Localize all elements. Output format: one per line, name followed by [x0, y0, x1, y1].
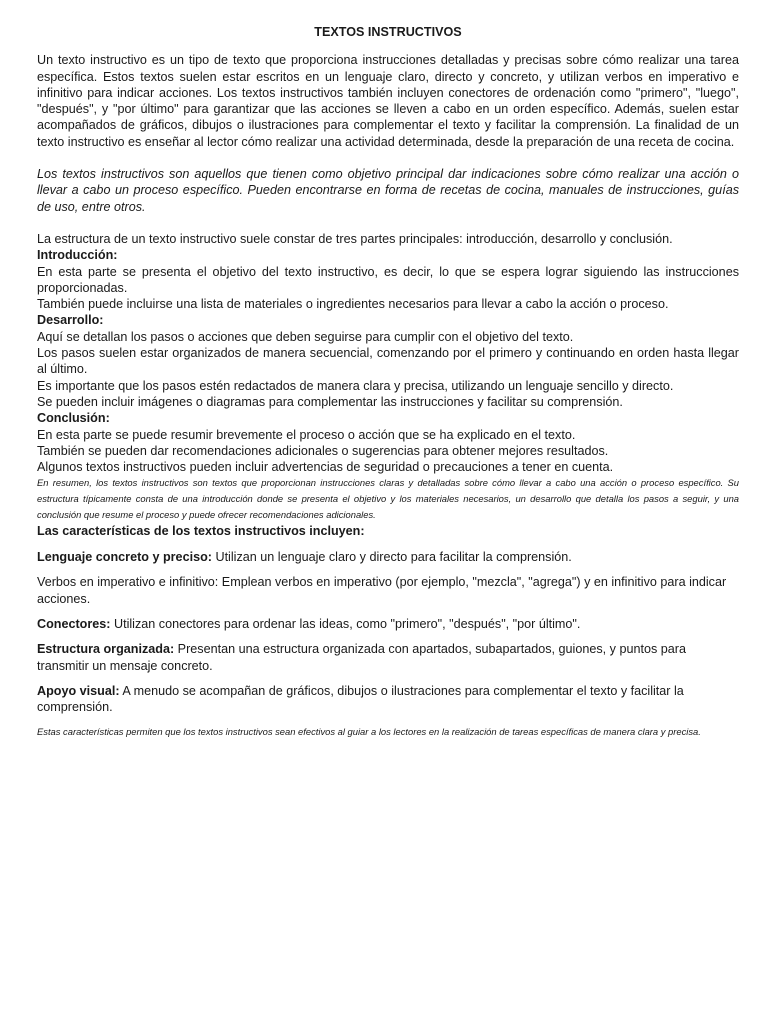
italic-definition-paragraph: Los textos instructivos son aquellos que tienen como objetivo principal dar indicaciones sobre cómo realizar una acción o llevar a cabo un proceso específico. Pueden encontrarse en forma de recetas de cocina, manuales de instrucciones, guías de uso, entre otros. [37, 167, 739, 214]
section-heading-desarrollo: Desarrollo: [37, 313, 104, 328]
section-line: Aquí se detallan los pasos o acciones que deben seguirse para cumplir con el objetivo del texto. [37, 329, 574, 344]
section-line: En esta parte se puede resumir brevemente el proceso o acción que se ha explicado en el texto. [37, 427, 576, 442]
section-line: También puede incluirse una lista de materiales o ingredientes necesarios para llevar a cabo la acción o proceso. [37, 297, 669, 312]
closing-note: Estas características permiten que los textos instructivos sean efectivos al guiar a los lectores en la realización de tareas específicas de manera clara y precisa. [37, 726, 701, 738]
characteristic-text: Utilizan conectores para ordenar las ideas, como "primero", "después", "por último". [110, 617, 581, 631]
characteristics-heading: Las características de los textos instructivos incluyen: [37, 523, 365, 538]
section-heading-introduccion: Introducción: [37, 248, 118, 263]
characteristic-item [37, 683, 739, 716]
section-line: Se pueden incluir imágenes o diagramas para complementar las instrucciones y facilitar su comprensión. [37, 394, 623, 409]
structure-intro: La estructura de un texto instructivo suele constar de tres partes principales: introducción, desarrollo y conclusión. [37, 231, 673, 246]
characteristic-text: Presentan una estructura organizada con apartados, subapartados, guiones, y puntos para transmitir un mensaje concreto. [37, 642, 686, 673]
characteristic-item [37, 616, 739, 632]
document-title: TEXTOS INSTRUCTIVOS [314, 25, 462, 39]
section-heading-conclusion: Conclusión: [37, 411, 110, 426]
characteristic-label: Apoyo visual: [37, 683, 120, 698]
characteristic-label: Conectores: [37, 617, 111, 631]
characteristic-item [37, 549, 739, 565]
section-line: Es importante que los pasos estén redactados de manera clara y precisa, utilizando un lenguaje sencillo y directo. [37, 378, 674, 393]
characteristic-label: Lenguaje concreto y preciso: [37, 550, 212, 565]
characteristic-item [37, 641, 739, 674]
section-line: Algunos textos instructivos pueden incluir advertencias de seguridad o precauciones a tener en cuenta. [37, 460, 614, 475]
intro-paragraph: Un texto instructivo es un tipo de texto que proporciona instrucciones detalladas y precisas sobre cómo realizar una tarea específica. Estos textos suelen estar escritos en un lenguaje claro, directo y concreto, y utilizan verbos en imperativo e infinitivo para indicar acciones. Los textos instructivos también incluyen conectores de ordenación como "primero", "luego", "después", y "por último" para garantizar que las acciones se lleven a cabo en un orden específico. Además, suelen estar acompañados de gráficos, dibujos o ilustraciones para complementar el texto y facilitar la comprensión. La finalidad de un texto instructivo es enseñar al lector cómo realizar una actividad determinada, desde la preparación de una receta de cocina. [37, 53, 739, 149]
characteristic-text: A menudo se acompañan de gráficos, dibujos o ilustraciones para complementar el texto y facilitar la comprensión. [37, 683, 684, 715]
section-line: En esta parte se presenta el objetivo del texto instructivo, es decir, lo que se espera lograr siguiendo las instrucciones proporcionadas. [37, 264, 739, 295]
section-line: También se pueden dar recomendaciones adicionales o sugerencias para obtener mejores resultados. [37, 443, 609, 458]
characteristic-text: Utilizan un lenguaje claro y directo para facilitar la comprensión. [211, 550, 572, 565]
characteristic-item [37, 574, 739, 607]
characteristic-label: Estructura organizada: [37, 642, 175, 657]
section-line: Los pasos suelen estar organizados de manera secuencial, comenzando por el primero y continuando en orden hasta llegar al último. [37, 346, 739, 377]
summary-note: En resumen, los textos instructivos son textos que proporcionan instrucciones claras y detalladas sobre cómo llevar a cabo una acción o proceso específico. Su estructura típicamente consta de una introducción donde se presenta el objetivo y los materiales necesarios, un desarrollo que detalla los pasos a seguir, y una conclusión que resume el proceso y puede ofrecer recomendaciones adicionales. [37, 477, 739, 521]
characteristic-text: Verbos en imperativo e infinitivo: Emplean verbos en imperativo (por ejemplo, "mezcla", "agrega") y en infinitivo para indicar acciones. [37, 575, 727, 606]
document-page [37, 24, 739, 740]
